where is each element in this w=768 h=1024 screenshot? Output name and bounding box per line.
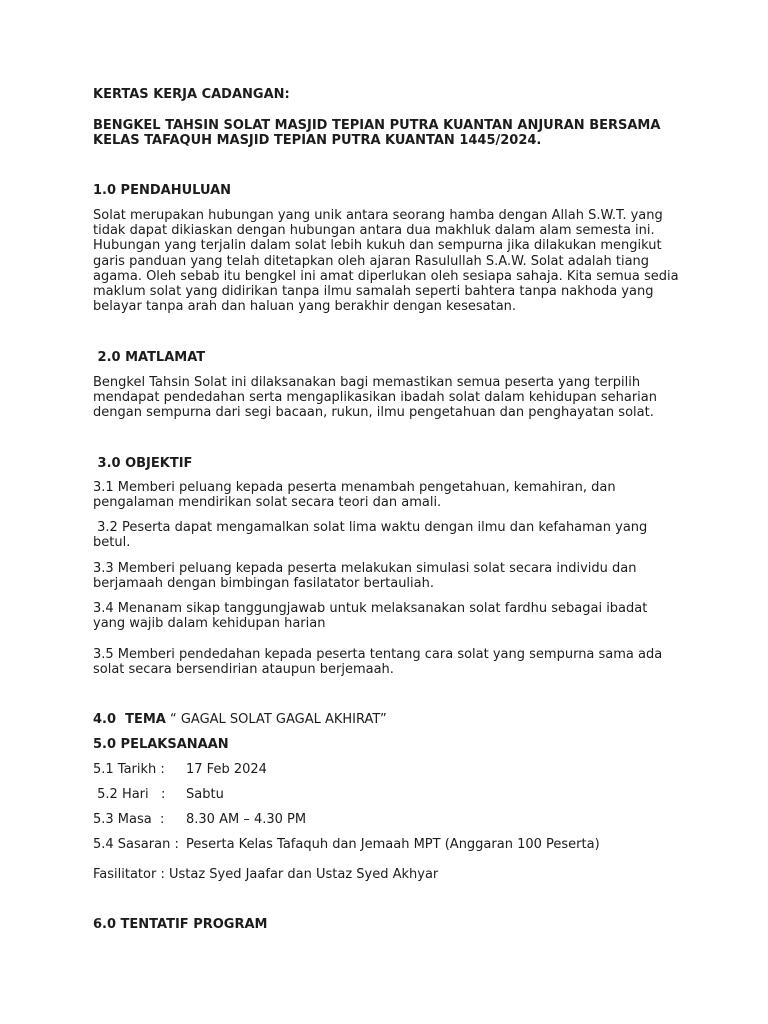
objective-item: berjamaah dengan bimbingan fasilatator bertauliah. [93,576,434,591]
section-1-line: Solat merupakan hubungan yang unik antara seorang hamba dengan Allah S.W.T. yang [93,208,663,223]
section-6-title: 6.0 TENTATIF PROGRAM [93,917,268,932]
section-1-title: 1.0 PENDAHULUAN [93,183,232,198]
objective-item: 3.3 Memberi peluang kepada peserta melakukan simulasi solat secara individu dan [93,561,637,576]
section-4-theme [93,712,387,727]
objective-item: 3.2 Peserta dapat mengamalkan solat lima waktu dengan ilmu dan kefahaman yang [93,520,648,535]
objective-item: 3.1 Memberi peluang kepada peserta menambah pengetahuan, kemahiran, dan [93,480,616,495]
section-1-line: tidak dapat dikiaskan dengan hubungan antara dua makhluk dalam alam semesta ini. [93,223,655,238]
section-2-line: dengan sempurna dari segi bacaan, rukun, ilmu pengetahuan dan penghayatan solat. [93,405,654,420]
objective-item: solat secara bersendirian ataupun berjemaah. [93,662,394,677]
theme-label: 4.0 TEMA [93,712,166,727]
theme-value: “ GAGAL SOLAT GAGAL AKHIRAT” [165,712,387,727]
section-2-line: Bengkel Tahsin Solat ini dilaksanakan bagi memastikan semua peserta yang terpilih [93,375,641,390]
section-3-title: 3.0 OBJEKTIF [93,456,193,471]
detail-value: 17 Feb 2024 [186,762,267,777]
objective-item: 3.4 Menanam sikap tanggungjawab untuk melaksanakan solat fardhu sebagai ibadat [93,601,648,616]
detail-label: 5.4 Sasaran : [93,837,179,852]
section-2-line: mendapat pendedahan serta mengaplikasikan ibadah solat dalam kehidupan seharian [93,390,657,405]
objective-item: betul. [93,535,131,550]
objective-item: pengalaman mendirikan solat secara teori dan amali. [93,495,442,510]
doc-heading: KERTAS KERJA CADANGAN: [93,87,290,102]
objective-item: 3.5 Memberi pendedahan kepada peserta tentang cara solat yang sempurna sama ada [93,647,663,662]
section-1-line: belayar tanpa arah dan haluan yang berakhir dengan kesesatan. [93,299,517,314]
detail-label: 5.2 Hari : [93,787,166,802]
detail-value: 8.30 AM – 4.30 PM [186,812,307,827]
facilitator-line: Fasilitator : Ustaz Syed Jaafar dan Ustaz Syed Akhyar [93,867,439,882]
detail-value: Peserta Kelas Tafaquh dan Jemaah MPT (Anggaran 100 Peserta) [186,837,600,852]
section-1-line: maklum solat yang didirikan tanpa ilmu samalah seperti bahtera tanpa nakhoda yang [93,284,654,299]
doc-title-line-2: KELAS TAFAQUH MASJID TEPIAN PUTRA KUANTAN 1445/2024. [93,133,542,148]
detail-label: 5.3 Masa : [93,812,165,827]
detail-value: Sabtu [186,787,224,802]
section-2-title: 2.0 MATLAMAT [93,350,206,365]
doc-title-line-1: BENGKEL TAHSIN SOLAT MASJID TEPIAN PUTRA KUANTAN ANJURAN BERSAMA [93,118,661,133]
section-1-line: Hubungan yang terjalin dalam solat lebih kukuh dan sempurna jika dilakukan mengikut [93,238,662,253]
detail-label: 5.1 Tarikh : [93,762,165,777]
section-1-line: garis panduan yang telah ditetapkan oleh ajaran Rasulullah S.A.W. Solat adalah tiang [93,254,650,269]
objective-item: yang wajib dalam kehidupan harian [93,616,326,631]
section-5-title: 5.0 PELAKSANAAN [93,737,229,752]
section-1-line: agama. Oleh sebab itu bengkel ini amat diperlukan oleh sesiapa sahaja. Kita semua sedia [93,269,679,284]
